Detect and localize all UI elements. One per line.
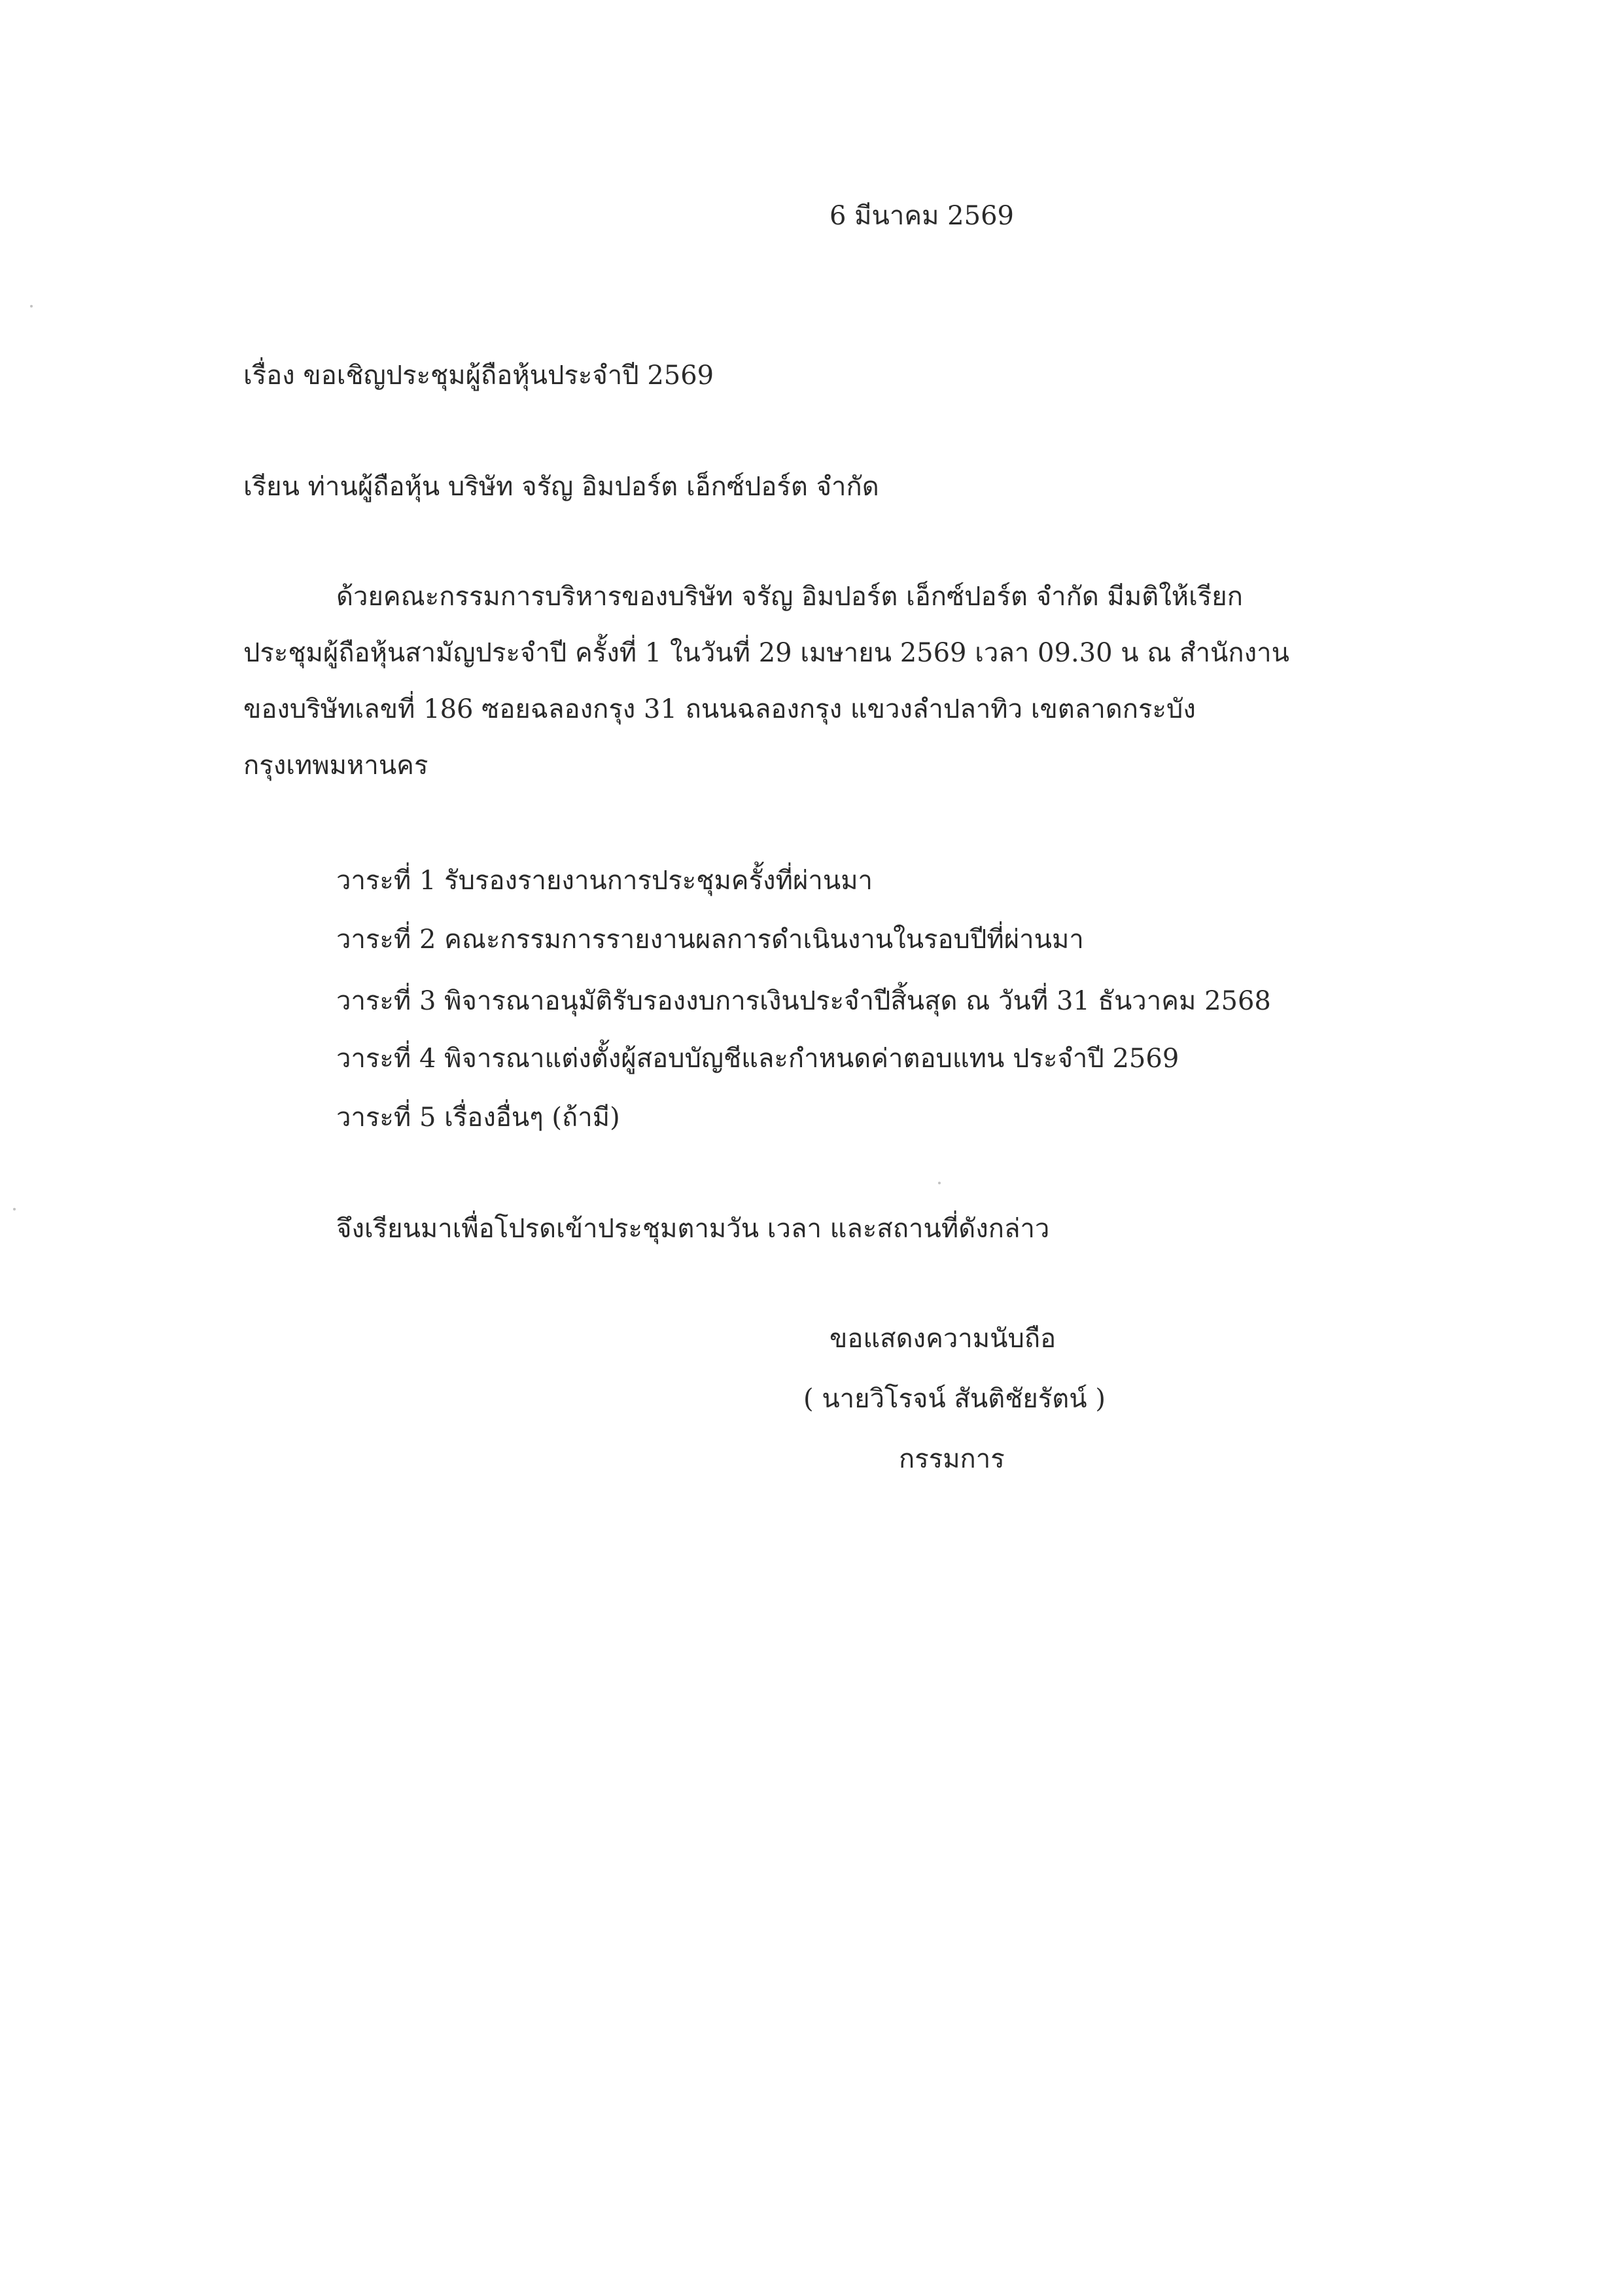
closing-sentence: จึงเรียนมาเพื่อโปรดเข้าประชุมตามวัน เวลา และสถานที่ดังกล่าว bbox=[336, 1214, 1050, 1244]
agenda-item-5: วาระที่ 5 เรื่องอื่นๆ (ถ้ามี) bbox=[336, 1103, 620, 1133]
body-line-1: ด้วยคณะกรรมการบริหารของบริษัท จรัญ อิมปอร์ต เอ็กซ์ปอร์ต จำกัด มีมติให้เรียก bbox=[336, 582, 1243, 612]
letter-subject: เรื่อง ขอเชิญประชุมผู้ถือหุ้นประจำปี 2569 bbox=[243, 361, 714, 391]
body-line-2: ประชุมผู้ถือหุ้นสามัญประจำปี ครั้งที่ 1 ในวันที่ 29 เมษายน 2569 เวลา 09.30 น ณ สำนักงาน bbox=[243, 638, 1289, 668]
agenda-item-2: วาระที่ 2 คณะกรรมการรายงานผลการดำเนินงานในรอบปีที่ผ่านมา bbox=[336, 925, 1084, 955]
signature-regards: ขอแสดงความนับถือ bbox=[829, 1324, 1056, 1354]
scan-speck bbox=[938, 1182, 941, 1184]
body-line-3: ของบริษัทเลขที่ 186 ซอยฉลองกรุง 31 ถนนฉลองกรุง แขวงลำปลาทิว เขตลาดกระบัง bbox=[243, 694, 1196, 724]
body-line-4: กรุงเทพมหานคร bbox=[243, 751, 428, 781]
agenda-item-3: วาระที่ 3 พิจารณาอนุมัติรับรองงบการเงินประจำปีสิ้นสุด ณ วันที่ 31 ธันวาคม 2568 bbox=[336, 986, 1271, 1016]
letter-date: 6 มีนาคม 2569 bbox=[829, 201, 1014, 231]
scan-speck bbox=[13, 1208, 16, 1210]
signature-name: ( นายวิโรจน์ สันติชัยรัตน์ ) bbox=[803, 1384, 1106, 1414]
agenda-item-1: วาระที่ 1 รับรองรายงานการประชุมครั้งที่ผ่านมา bbox=[336, 866, 873, 896]
scan-speck bbox=[30, 305, 33, 308]
agenda-item-4: วาระที่ 4 พิจารณาแต่งตั้งผู้สอบบัญชีและกำหนดค่าตอบแทน ประจำปี 2569 bbox=[336, 1044, 1179, 1074]
letter-salutation: เรียน ท่านผู้ถือหุ้น บริษัท จรัญ อิมปอร์ต เอ็กซ์ปอร์ต จำกัด bbox=[243, 472, 879, 502]
signature-position: กรรมการ bbox=[899, 1444, 1005, 1474]
